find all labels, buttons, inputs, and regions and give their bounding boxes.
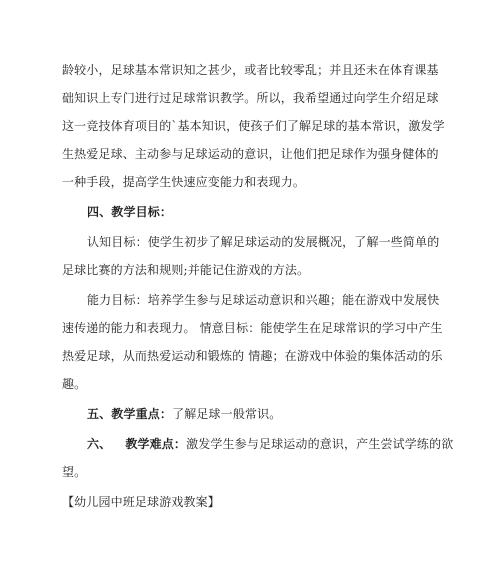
key-points-text: 了解足球一般常识。	[172, 407, 282, 421]
paragraph-line: 础知识上专门进行过足球常识教学。所以，我希望通过向学生介绍足球	[62, 91, 439, 105]
paragraph-line: 热爱足球，从而热爱运动和锻炼的 情趣；在游戏中体验的集体活动的乐	[62, 349, 443, 363]
section-heading-teaching-goals: 四、教学目标：	[87, 205, 173, 219]
paragraph-line: 一种手段，提高学生快速应变能力和表现力。	[62, 175, 306, 189]
paragraph-line: 认知目标：使学生初步了解足球运动的发展概况，了解一些简单的	[87, 235, 440, 249]
difficulty-text: 激发学生参与足球运动的意识，产生尝试学练的欲	[186, 437, 454, 451]
paragraph-line: 这一竞技体育项目的`基本知识，使孩子们了解足球的基本常识，激发学	[62, 119, 445, 133]
footer-title: 【幼儿园中班足球游戏教案】	[62, 495, 220, 509]
paragraph-line: 龄较小，足球基本常识知之甚少，或者比较零乱；并且还未在体育课基	[62, 63, 439, 77]
key-points-line	[87, 406, 281, 422]
paragraph-line: 趣。	[62, 377, 87, 391]
section-heading-key-points: 五、教学重点：	[87, 407, 173, 421]
section-number: 六、	[87, 437, 112, 451]
section-heading-difficulty: 教学难点：	[125, 437, 187, 451]
paragraph-line: 能力目标：培养学生参与足球运动意识和兴趣；能在游戏中发展快	[87, 293, 440, 307]
paragraph-line: 生热爱足球、主动参与足球运动的意识，让他们把足球作为强身健体的	[62, 147, 439, 161]
paragraph-line: 速传递的能力和表现力。 情意目标：能使学生在足球常识的学习中产生	[62, 321, 443, 335]
difficulty-line	[87, 436, 453, 452]
paragraph-line: 足球比赛的方法和规则;并能记住游戏的方法。	[62, 263, 310, 277]
difficulty-continuation: 望。	[62, 465, 87, 479]
